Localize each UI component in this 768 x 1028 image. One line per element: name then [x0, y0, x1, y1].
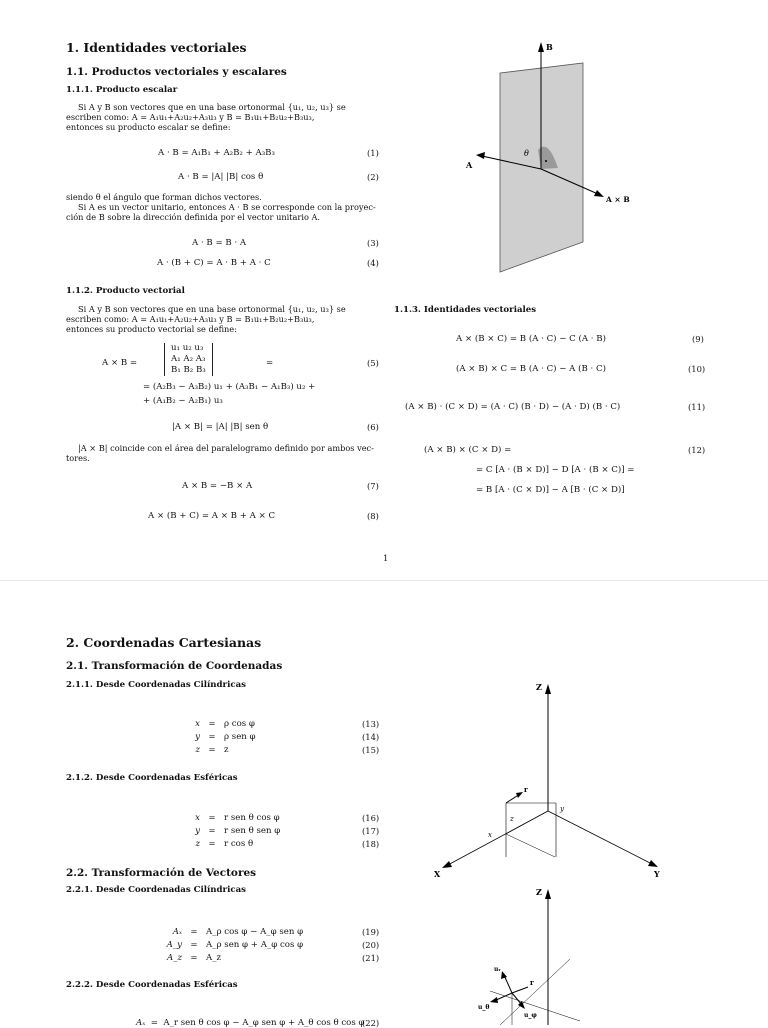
- eq12-line3: = B [A · (C × D)] − A [B · (C × D)]: [476, 485, 625, 495]
- eq-row: A_z = A_z: [160, 952, 303, 965]
- label-ly: y: [560, 805, 564, 813]
- det-row: u₁ u₂ u₃: [171, 343, 204, 353]
- eq-row: y = r sen θ sen φ: [178, 825, 280, 838]
- equation-11: (A × B) · (C × D) = (A · C) (B · D) − (A · D) (B · C): [405, 402, 621, 412]
- label-b: B: [546, 42, 553, 52]
- lhs: z: [195, 839, 200, 849]
- equation-6: |A × B| = |A| |B| sen θ: [172, 422, 269, 432]
- lhs: Aₓ: [172, 927, 182, 937]
- rhs: A_z: [206, 953, 222, 963]
- arrowhead-icon: [476, 152, 485, 159]
- equation-number: (8): [367, 511, 379, 521]
- rhs: r sen θ sen φ: [224, 826, 281, 836]
- vectorial-intro: [66, 304, 386, 334]
- text-line: escriben como: A = A₁u₁+A₂u₂+A₃u₃ y B = B₁u₁+B₂u₂+B₃u₃,: [66, 112, 315, 122]
- arrowhead-icon: [442, 861, 452, 868]
- equation-number: (22): [362, 1018, 380, 1028]
- text-line: ción de B sobre la dirección definida por el vector unitario A.: [66, 212, 320, 222]
- label-u2: u_θ: [478, 1004, 490, 1011]
- equation-numbers: [362, 718, 379, 757]
- rhs: ρ cos φ: [224, 719, 255, 729]
- equation-number: (5): [367, 358, 379, 368]
- arrowhead-icon: [545, 684, 551, 694]
- lhs: A_y: [166, 940, 182, 950]
- right-angle-dot: [545, 160, 547, 162]
- equation-number: (15): [362, 745, 380, 755]
- equations-vec-cilindricas: [160, 926, 303, 965]
- eq-row: x = r sen θ cos φ: [178, 812, 280, 825]
- equation-number: (12): [688, 445, 706, 455]
- r-vector: [512, 987, 528, 993]
- text-line: |A × B| coincide con el área del paralelogramo definido por ambos vec-: [78, 443, 374, 453]
- equation-number: (6): [367, 422, 379, 432]
- text-line: escriben como: A = A₁u₁+A₂u₂+A₃u₃ y B = B₁u₁+B₂u₂+B₃u₃,: [66, 314, 315, 324]
- area-text: [66, 443, 386, 463]
- equation-7: A × B = −B × A: [182, 481, 253, 491]
- lhs: z: [195, 745, 200, 755]
- subsection-title: 2.1. Transformación de Coordenadas: [66, 660, 283, 672]
- text-line: siendo θ el ángulo que forman dichos vectores.: [66, 192, 262, 202]
- equation-numbers: [362, 812, 379, 851]
- text-line: entonces su producto escalar se define:: [66, 122, 231, 132]
- subsection-title: 1.1. Productos vectoriales y escalares: [66, 66, 287, 78]
- equation-4: A · (B + C) = A · B + A · C: [157, 258, 271, 268]
- equation-number: (17): [362, 826, 380, 836]
- label-r: r: [530, 978, 534, 987]
- eq-row: y = ρ sen φ: [178, 731, 256, 744]
- text-line: Si A y B son vectores que en una base ortonormal {u₁, u₂, u₃} se: [78, 102, 346, 112]
- equation-number: (20): [362, 940, 380, 950]
- eq5-line2: = (A₂B₃ − A₃B₂) u₁ + (A₃B₁ − A₁B₃) u₂ +: [143, 382, 316, 392]
- equation-number: (13): [362, 719, 380, 729]
- label-axb: A × B: [606, 195, 630, 204]
- eq-row: Aₓ = A_ρ cos φ − A_φ sen φ: [160, 926, 303, 939]
- subsection-title-2: 2.2. Transformación de Vectores: [66, 867, 257, 879]
- rhs: A_ρ sen φ + A_φ cos φ: [206, 940, 304, 950]
- equations-cilindricas: [178, 718, 256, 757]
- equation-22-partial: Aₓ = A_r sen θ cos φ − A_φ sen φ + A_θ cos θ cos φ: [136, 1018, 365, 1028]
- label-theta: θ: [524, 149, 529, 158]
- equation-number: (10): [688, 364, 706, 374]
- lhs: x: [195, 719, 200, 729]
- heading-producto-vectorial: 1.1.2. Producto vectorial: [66, 286, 185, 296]
- text-line: Si A es un vector unitario, entonces A · B se corresponde con la proyec-: [78, 202, 376, 212]
- lhs: x: [195, 813, 200, 823]
- eq-row: A_y = A_ρ sen φ + A_φ cos φ: [160, 939, 303, 952]
- label-lx: x: [488, 831, 492, 839]
- label-y: Y: [654, 869, 660, 879]
- eq-row: x = ρ cos φ: [178, 718, 256, 731]
- label-lz: z: [510, 815, 514, 823]
- label-r: r: [524, 785, 528, 794]
- lhs: A_z: [166, 953, 182, 963]
- arrowhead-icon: [501, 971, 507, 979]
- text-line: entonces su producto vectorial se define:: [66, 324, 237, 334]
- label-u1: uᵣ: [494, 966, 501, 973]
- arrowhead-icon: [516, 792, 523, 798]
- equation-number: (19): [362, 927, 380, 937]
- equation-number: (11): [688, 402, 706, 412]
- label-a: A: [466, 160, 473, 170]
- heading-esfericas: 2.1.2. Desde Coordenadas Esféricas: [66, 773, 238, 783]
- spherical-figure: [430, 871, 670, 1025]
- section-title: 2. Coordenadas Cartesianas: [66, 635, 262, 650]
- equation-number: (7): [367, 481, 379, 491]
- eq12-lhs: (A × B) × (C × D) =: [424, 445, 512, 455]
- arrowhead-icon: [648, 860, 658, 867]
- equation-number: (18): [362, 839, 380, 849]
- lhs: Aₓ: [136, 1018, 146, 1028]
- det-equals: =: [266, 358, 274, 368]
- heading-vec-esfericas: 2.2.2. Desde Coordenadas Esféricas: [66, 980, 238, 990]
- rhs: ρ sen φ: [224, 732, 256, 742]
- equation-8: A × (B + C) = A × B + A × C: [148, 511, 276, 521]
- equation-10: (A × B) × C = B (A · C) − A (B · C): [456, 364, 606, 374]
- label-z: Z: [536, 682, 542, 692]
- equation-numbers: [362, 926, 379, 965]
- equation-3: A · B = B · A: [192, 238, 247, 248]
- rhs: A_r sen θ cos φ − A_φ sen φ + A_θ cos θ cos φ: [163, 1018, 365, 1028]
- rhs: z: [224, 745, 229, 755]
- arrowhead-icon: [538, 42, 544, 52]
- label-z: Z: [536, 887, 542, 897]
- rhs: A_ρ cos φ − A_φ sen φ: [206, 927, 304, 937]
- det-row: A₁ A₂ A₃: [171, 354, 206, 364]
- equation-2: A · B = |A| |B| cos θ: [178, 172, 264, 182]
- equation-number: (14): [362, 732, 380, 742]
- equations-esfericas: [178, 812, 280, 851]
- eq-row: z = z: [178, 744, 256, 757]
- escalar-intro: [66, 102, 386, 132]
- det-lhs: A × B =: [102, 358, 138, 368]
- lhs: y: [195, 732, 200, 742]
- eq12-line2: = C [A · (B × D)] − D [A · (B × C)] =: [476, 465, 635, 475]
- section-title: 1. Identidades vectoriales: [66, 40, 247, 55]
- equation-1: A · B = A₁B₁ + A₂B₂ + A₃B₃: [158, 148, 275, 158]
- heading-cilindricas: 2.1.1. Desde Coordenadas Cilíndricas: [66, 680, 246, 690]
- lhs: y: [195, 826, 200, 836]
- arrowhead-icon: [490, 997, 498, 1003]
- page-number: 1: [383, 553, 389, 563]
- equation-number: (2): [367, 172, 379, 182]
- escalar-after: [66, 192, 386, 222]
- page-2: [0, 580, 768, 1028]
- label-u3: u_φ: [524, 1012, 537, 1019]
- text-line: tores.: [66, 453, 90, 463]
- rhs: r cos θ: [224, 839, 254, 849]
- arrowhead-icon: [545, 889, 551, 899]
- determinant: [164, 343, 213, 376]
- heading-vec-cilindricas: 2.2.1. Desde Coordenadas Cilíndricas: [66, 885, 246, 895]
- cartesian-figure: [430, 681, 670, 881]
- projection-line: [506, 834, 555, 857]
- rhs: r sen θ cos φ: [224, 813, 280, 823]
- equation-number: (1): [367, 148, 379, 158]
- text-line: Si A y B son vectores que en una base ortonormal {u₁, u₂, u₃} se: [78, 304, 346, 314]
- equation-9: A × (B × C) = B (A · C) − C (A · B): [456, 334, 606, 344]
- heading-producto-escalar: 1.1.1. Producto escalar: [66, 85, 178, 95]
- u-vector: [504, 975, 512, 993]
- det-row: B₁ B₂ B₃: [171, 365, 206, 375]
- equation-number: (9): [692, 334, 704, 344]
- equation-number: (3): [367, 238, 379, 248]
- cross-product-figure: [440, 30, 640, 280]
- equation-number: (21): [362, 953, 380, 963]
- y-axis: [548, 811, 654, 865]
- heading-identidades: 1.1.3. Identidades vectoriales: [394, 305, 537, 315]
- equation-number: (4): [367, 258, 379, 268]
- eq5-line3: + (A₁B₂ − A₂B₁) u₃: [143, 396, 223, 406]
- equation-number: (16): [362, 813, 380, 823]
- eq-row: z = r cos θ: [178, 838, 280, 851]
- label-x: X: [434, 869, 441, 879]
- arrowhead-icon: [594, 190, 604, 197]
